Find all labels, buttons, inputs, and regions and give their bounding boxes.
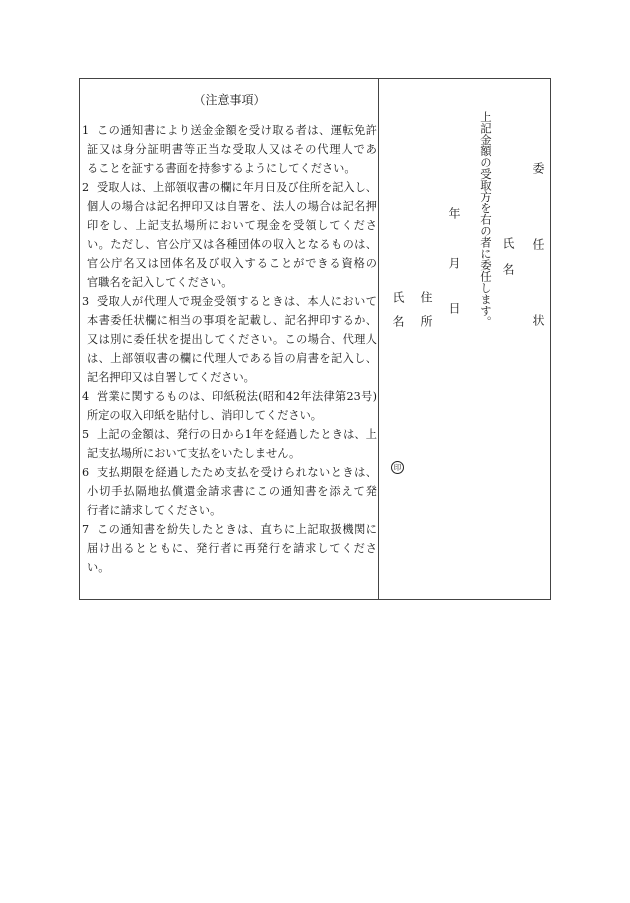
note-text: 受取人が代理人で現金受領するときは、本人において: [97, 295, 377, 308]
note-item: [80, 425, 378, 463]
notes-list: [80, 121, 378, 577]
note-text: この通知書により送金金額を受け取る者は、運転免許: [97, 124, 377, 137]
note-line: [80, 178, 378, 197]
notes-title: （注意事項）: [193, 93, 266, 107]
note-line: [80, 463, 378, 482]
note-line: 官公庁名又は団体名及び収入することができる資格の: [87, 257, 377, 270]
note-line: 又は別に委任状を提出してください。この場合、代理人: [87, 333, 377, 346]
note-line: い。ただし、官公庁又は各種団体の収入となるものは、: [87, 238, 377, 251]
note-line: 記名押印又は自署してください。: [87, 371, 255, 384]
note-line: 本書委任状欄に相当の事項を記載し、記名押印するか、: [87, 314, 377, 327]
note-text: この通知書を紛失したときは、直ちに上記取扱機関に: [97, 523, 377, 536]
note-line: ることを証する書面を持参するようにしてください。: [87, 162, 356, 175]
note-number: 4: [82, 390, 90, 403]
note-number: 3: [82, 295, 90, 308]
note-line: [80, 121, 378, 140]
note-line: [80, 292, 378, 311]
note-item: [80, 178, 378, 292]
note-number: 7: [82, 523, 90, 536]
date-month-field[interactable]: 月: [447, 257, 461, 269]
proxy-panel: [379, 79, 550, 599]
note-line: 印をし、上記支払場所において現金を受領してくださ: [87, 219, 377, 232]
note-item: [80, 121, 378, 178]
principal-address-field[interactable]: 住所: [419, 291, 433, 339]
note-line: は、上部領収書の欄に代理人である旨の肩書を記入し、: [87, 352, 377, 365]
date-year-field[interactable]: 年: [447, 207, 461, 219]
note-number: 2: [82, 181, 90, 194]
date-day-field[interactable]: 日: [447, 302, 461, 314]
note-line: 所定の収入印紙を貼付し、消印してください。: [87, 409, 322, 422]
note-item: [80, 520, 378, 577]
seal-icon: 印: [391, 461, 404, 474]
note-line: 証又は身分証明書等正当な受取人又はその代理人であ: [87, 143, 377, 156]
note-text: 支払期限を経過したため支払を受けられないときは、: [97, 466, 377, 479]
notes-panel: [80, 79, 379, 599]
note-line: 個人の場合は記名押印又は自署を、法人の場合は記名押: [87, 200, 377, 213]
note-item: [80, 463, 378, 520]
note-line: 行者に請求してください。: [87, 504, 222, 517]
note-line: 小切手払隔地払償還金請求書にこの通知書を添えて発: [87, 485, 377, 498]
note-number: 5: [82, 428, 90, 441]
note-line: [80, 387, 378, 406]
notice-form: [79, 78, 551, 600]
note-item: [80, 292, 378, 387]
principal-name-field[interactable]: 氏名: [391, 291, 405, 339]
note-text: 受取人は、上部領収書の欄に年月日及び住所を記入し、: [97, 181, 377, 194]
note-line: 官職名を記入してください。: [87, 276, 233, 289]
note-line: い。: [87, 561, 110, 574]
note-item: [80, 387, 378, 425]
note-number: 1: [82, 124, 90, 137]
note-number: 6: [82, 466, 90, 479]
note-text: 上記の金額は、発行の日から1年を経過したときは、上: [97, 428, 377, 441]
note-line: 記支払場所において支払をいたしません。: [87, 447, 301, 460]
agent-name-field[interactable]: 氏名: [501, 237, 515, 289]
note-line: 届け出るとともに、発行者に再発行を請求してくださ: [87, 542, 377, 555]
note-line: [80, 520, 378, 539]
note-text: 営業に関するものは、印紙税法(昭和42年法律第23号): [97, 390, 377, 403]
proxy-statement: 上記金額の受取方を右の者に委任します。: [479, 111, 493, 328]
proxy-title: 委任状: [531, 162, 545, 390]
note-line: [80, 425, 378, 444]
